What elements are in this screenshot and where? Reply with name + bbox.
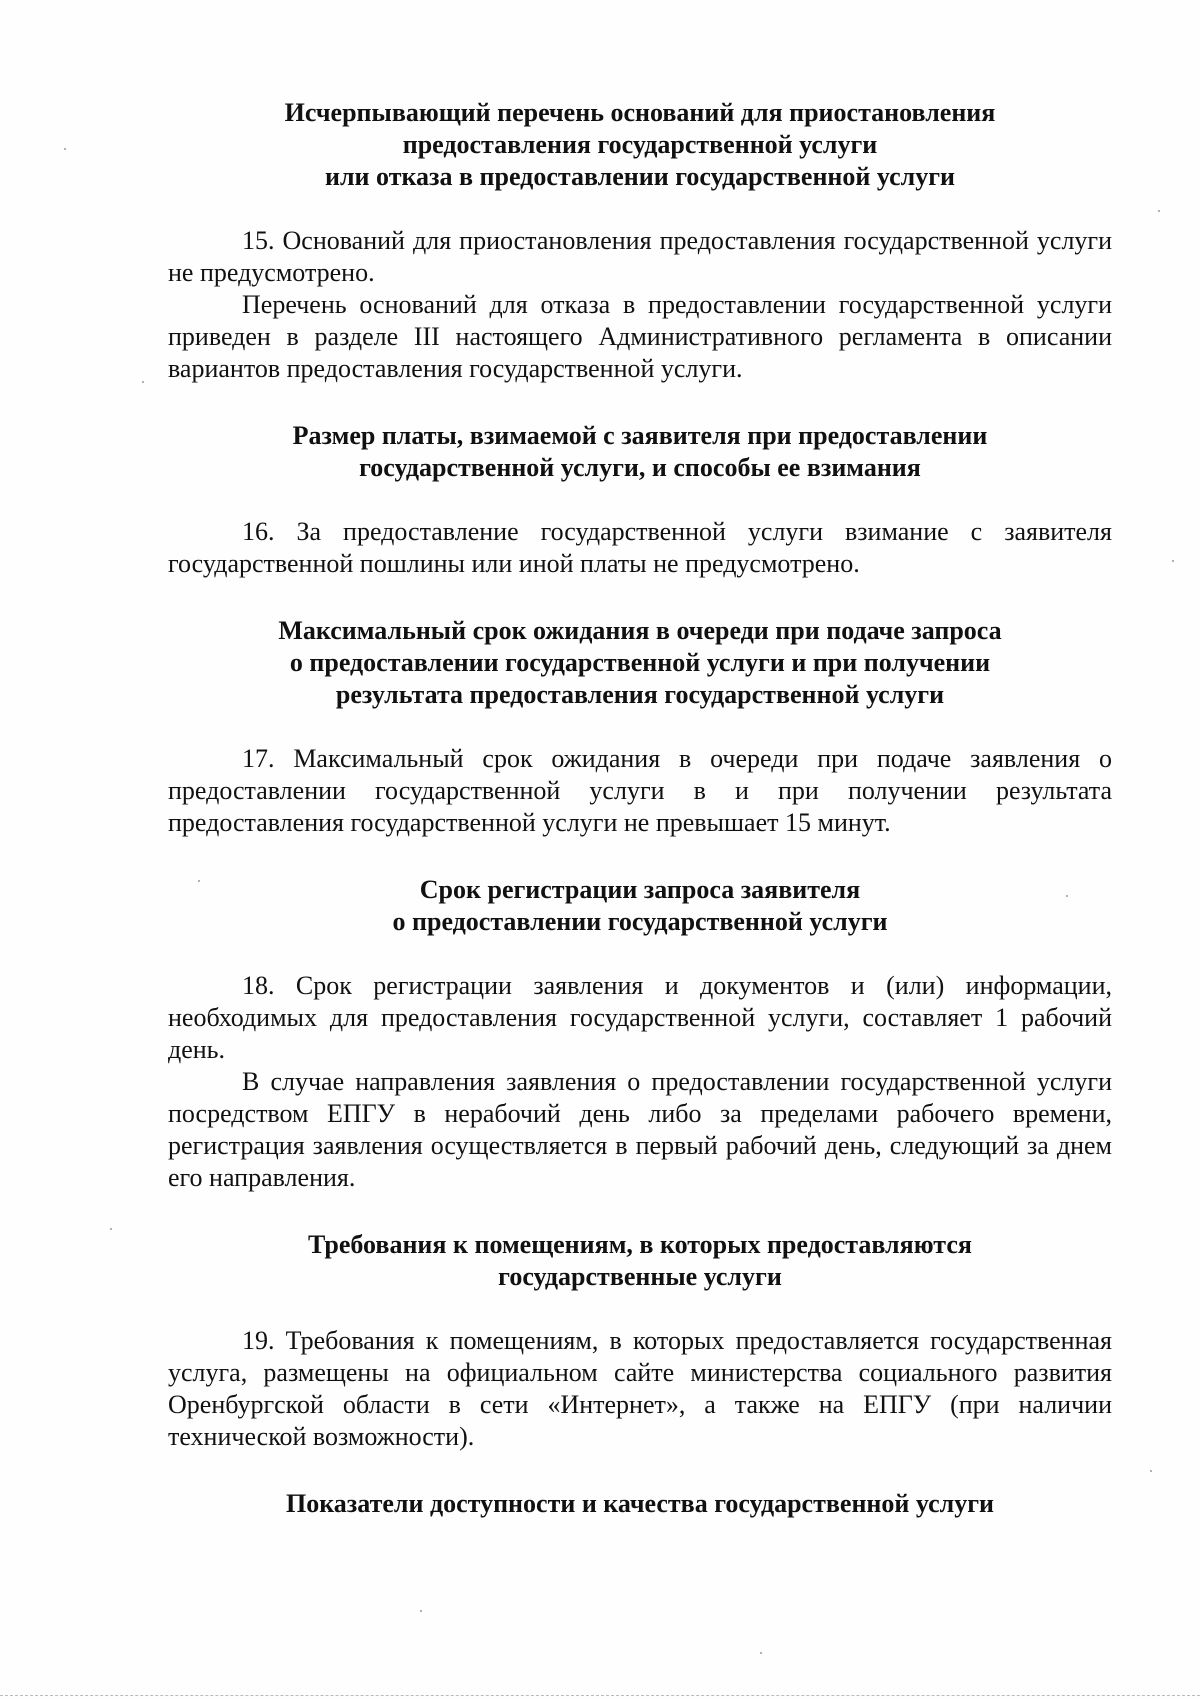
scan-speck	[64, 148, 66, 150]
section-heading-registration-term	[168, 874, 1112, 938]
scan-edge-line	[0, 1695, 1200, 1696]
heading-line: результата предоставления государственной услуги	[335, 680, 945, 709]
scan-speck	[142, 381, 144, 383]
section-heading-suspension-grounds	[168, 97, 1112, 193]
scan-speck	[1158, 210, 1160, 212]
document-body	[168, 97, 1112, 1520]
heading-line: Срок регистрации запроса заявителя	[419, 875, 861, 904]
section-heading-fee	[168, 420, 1112, 484]
paragraph-18: 18. Срок регистрации заявления и документов и (или) информации, необходимых для предоставления государственной услуги, составляет 1 рабочий день.	[168, 971, 1112, 1064]
paragraph-17: 17. Максимальный срок ожидания в очереди при подаче заявления о предоставлении государственной услуги в и при получении результата предоставления государственной услуги не превышает 15 минут.	[168, 744, 1112, 837]
scan-speck	[420, 1610, 422, 1612]
scan-speck	[198, 880, 200, 882]
heading-line: о предоставлении государственной услуги и при получении	[289, 648, 991, 677]
heading-line: Максимальный срок ожидания в очереди при подаче запроса	[278, 616, 1002, 645]
heading-line: Показатели доступности и качества государственной услуги	[285, 1489, 995, 1518]
heading-line: Размер платы, взимаемой с заявителя при предоставлении	[292, 421, 988, 450]
heading-line: государственные услуги	[498, 1262, 782, 1291]
paragraph-refusal-grounds: Перечень оснований для отказа в предоставлении государственной услуги приведен в разделе III настоящего Административного регламента в описании вариантов предоставления государственной услуги.	[168, 290, 1112, 383]
paragraph-15: 15. Оснований для приостановления предоставления государственной услуги не предусмотрено.	[168, 226, 1112, 287]
scan-speck	[1172, 560, 1174, 562]
section-heading-queue-time	[168, 615, 1112, 711]
scan-speck	[760, 1652, 762, 1654]
heading-line: Исчерпывающий перечень оснований для приостановления	[284, 98, 996, 127]
paragraph-16: 16. За предоставление государственной услуги взимание с заявителя государственной пошлины или иной платы не предусмотрено.	[168, 517, 1112, 578]
section-heading-premises	[168, 1229, 1112, 1293]
scan-speck	[1066, 895, 1068, 897]
heading-line: о предоставлении государственной услуги	[392, 907, 888, 936]
paragraph-epgu-registration: В случае направления заявления о предоставлении государственной услуги посредством ЕПГУ в нерабочий день либо за пределами рабочего времени, регистрация заявления осуществляется в первый рабочий день, следующий за днем его направления.	[168, 1067, 1112, 1192]
paragraph-19: 19. Требования к помещениям, в которых предоставляется государственная услуга, размещены на официальном сайте министерства социального развития Оренбургской области в сети «Интернет», а также на ЕПГУ (при наличии технической возможности).	[168, 1326, 1112, 1451]
scan-speck	[110, 1228, 112, 1230]
section-heading-accessibility	[168, 1488, 1112, 1520]
heading-line: или отказа в предоставлении государственной услуги	[324, 162, 956, 191]
scan-speck	[1150, 1470, 1152, 1472]
heading-line: предоставления государственной услуги	[402, 130, 878, 159]
heading-line: государственной услуги, и способы ее взимания	[359, 453, 921, 482]
heading-line: Требования к помещениям, в которых предоставляются	[308, 1230, 972, 1259]
